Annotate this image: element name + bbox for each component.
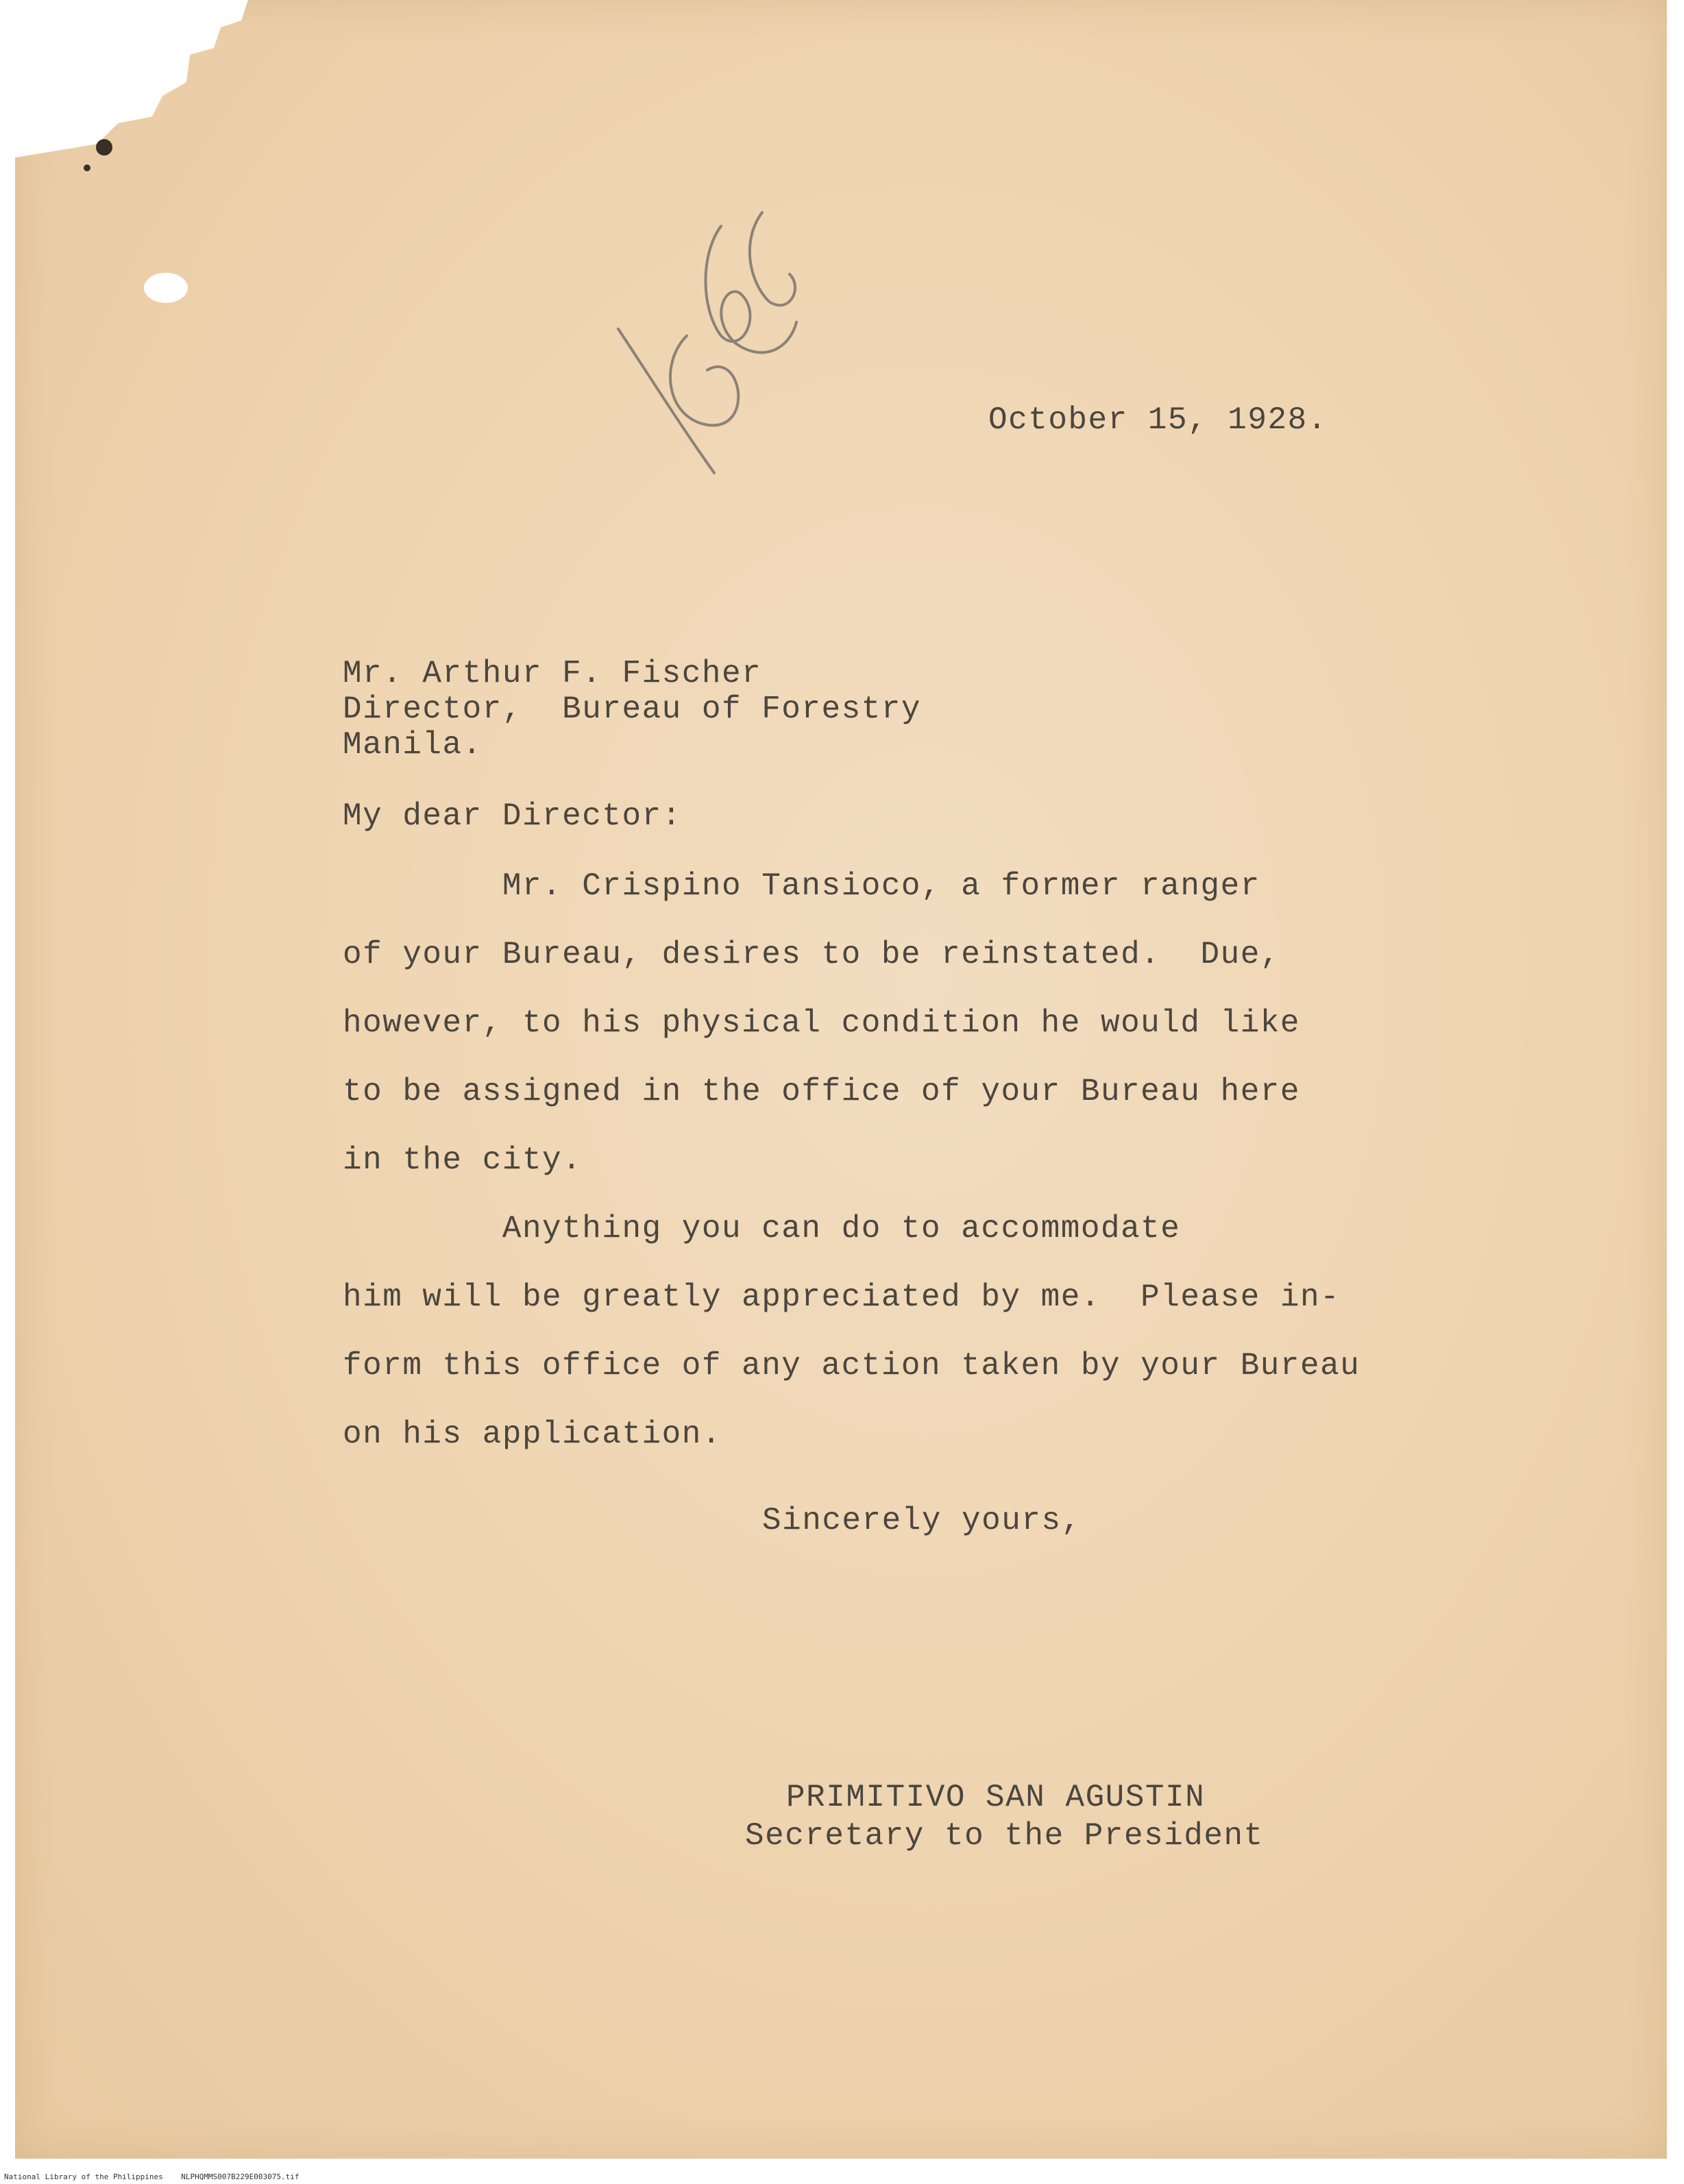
body-line: Mr. Crispino Tansioco, a former ranger — [343, 868, 1260, 904]
torn-corner — [15, 0, 248, 178]
body-line: on his application. — [343, 1416, 722, 1452]
recipient-address — [343, 658, 921, 765]
body-line: Anything you can do to accommodate — [343, 1211, 1181, 1247]
body-line: of your Bureau, desires to be reinstated. Due, — [343, 937, 1280, 972]
letter-date: October 15, 1928. — [988, 402, 1328, 438]
archive-name: National Library of the Philippines — [4, 2172, 163, 2181]
signatory-title: Secretary to the President — [745, 1818, 1264, 1854]
recipient-name: Mr. Arthur F. Fischer — [343, 656, 762, 691]
letter-body — [343, 870, 1360, 1487]
signatory-name: PRIMITIVO SAN AGUSTIN — [786, 1780, 1206, 1815]
recipient-city: Manila. — [343, 727, 483, 763]
letter-sheet — [15, 0, 1667, 2159]
closing: Sincerely yours, — [762, 1503, 1082, 1538]
file-name: NLPHQMMS007B229E003075.tif — [181, 2172, 300, 2181]
salutation: My dear Director: — [343, 798, 682, 834]
recipient-title: Director, Bureau of Forestry — [343, 691, 922, 727]
body-line: form this office of any action taken by your Bureau — [343, 1348, 1360, 1384]
archive-footer — [4, 2172, 299, 2181]
paper-hole — [138, 267, 193, 308]
signature-block — [745, 1782, 1264, 1858]
body-line: in the city. — [343, 1142, 583, 1178]
handwritten-initials-icon — [605, 199, 810, 514]
body-line: however, to his physical condition he would like — [343, 1005, 1301, 1041]
body-line: to be assigned in the office of your Bureau here — [343, 1074, 1301, 1109]
body-line: him will be greatly appreciated by me. Please in- — [343, 1279, 1341, 1315]
